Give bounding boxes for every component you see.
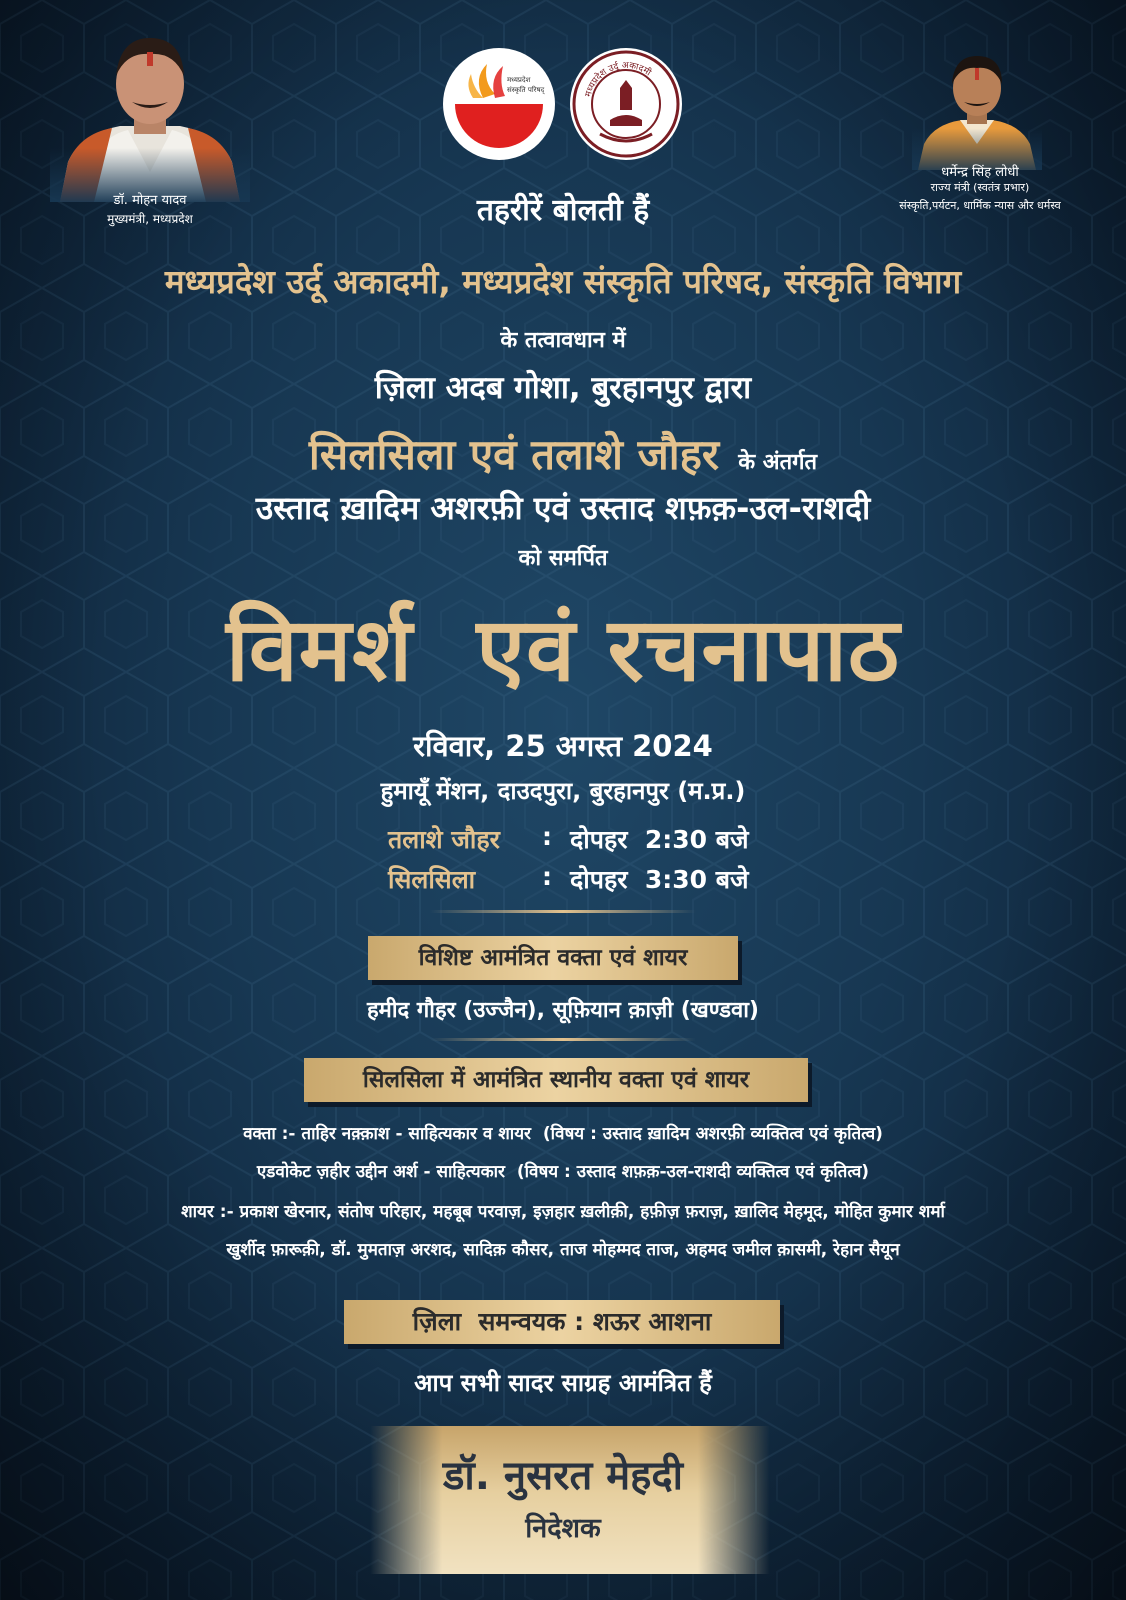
- special-guests: हमीद गौहर (उज्जैन), सूफ़ियान क़ाज़ी (खण्डवा): [367, 998, 759, 1023]
- series-names: सिलसिला एवं तलाशे जौहर: [308, 430, 720, 479]
- dedicated-names: उस्ताद ख़ादिम अशरफ़ी एवं उस्ताद शफ़क़-उल-राशदी: [255, 489, 871, 527]
- schedule-row-1: [380, 822, 780, 858]
- svg-text:मध्यप्रदेश उर्दू अकादमी: [584, 59, 654, 98]
- urdu-academy-logo: [570, 48, 682, 160]
- host: ज़िला अदब गोशा, बुरहानपुर द्वारा: [374, 370, 752, 406]
- divider: [430, 910, 696, 913]
- speaker-line: एडवोकेट ज़हीर उद्दीन अर्श - साहित्यकार (विषय : उस्ताद शफ़क़-उल-राशदी व्यक्तित्व एवं कृतित्व): [256, 1162, 870, 1182]
- tagline: तहरीरें बोलती हैं: [476, 193, 650, 228]
- schedule-time: दोपहर 2:30 बजे: [570, 825, 749, 854]
- poets-line: शायर :- प्रकाश खेरनार, संतोष परिहार, महबूब परवाज़, इज़हार ख़लीक़ी, हफ़ीज़ फ़राज़, ख़ालिद मेहमूद, मोहित कुमार शर्मा: [181, 1202, 945, 1222]
- chief-minister-photo: [50, 22, 250, 202]
- poets-line: खुर्शीद फ़ारूक़ी, डॉ. मुमताज़ अरशद, सादिक़ कौसर, ताज मोहम्मद ताज, अहमद जमील क़ासमी, रेहान सैयून: [226, 1240, 900, 1260]
- dedicated-label: को समर्पित: [518, 546, 608, 571]
- chief-minister-title: मुख्यमंत्री, मध्यप्रदेश: [107, 212, 193, 226]
- schedule-name: तलाशे जौहर: [388, 825, 500, 854]
- speaker-line: वक्ता :- ताहिर नक़्क़ाश - साहित्यकार व शायर (विषय : उस्ताद ख़ादिम अशरफ़ी व्यक्तित्व एवं कृतित्व): [243, 1124, 883, 1144]
- logo-ring-text: मध्यप्रदेश उर्दू अकादमी: [583, 60, 653, 99]
- series-line: [0, 425, 1126, 482]
- state-minister-portfolio: संस्कृति,पर्यटन, धार्मिक न्यास और धर्मस्व: [899, 199, 1061, 212]
- state-minister-title: राज्य मंत्री (स्वतंत्र प्रभार): [930, 181, 1030, 194]
- schedule-name: सिलसिला: [388, 865, 476, 894]
- director-title: निदेशक: [525, 1513, 601, 1544]
- schedule-colon: :: [542, 822, 552, 851]
- event-title: विमर्श एवं रचनापाठ: [225, 598, 901, 701]
- event-venue: हुमायूँ मेंशन, दाउदपुरा, बुरहानपुर (म.प्र.): [380, 777, 746, 805]
- state-minister-name: धर्मेन्द्र सिंह लोधी: [941, 165, 1019, 180]
- special-guests-banner: विशिष्ट आमंत्रित वक्ता एवं शायर: [368, 936, 738, 980]
- organizers: मध्यप्रदेश उर्दू अकादमी, मध्यप्रदेश संस्कृति परिषद, संस्कृति विभाग: [164, 262, 962, 301]
- local-speakers-banner: सिलसिला में आमंत्रित स्थानीय वक्ता एवं शायर: [304, 1058, 808, 1102]
- invitation-note: आप सभी सादर साग्रह आमंत्रित हैं: [414, 1369, 712, 1397]
- logo-text-line2: संस्कृति परिषद्: [507, 86, 545, 94]
- logo-text-line1: मध्यप्रदेश: [507, 76, 531, 84]
- divider: [430, 1038, 696, 1041]
- sanskriti-parishad-logo: [443, 48, 555, 160]
- state-minister-photo: [912, 40, 1042, 170]
- schedule-time: दोपहर 3:30 बजे: [570, 865, 749, 894]
- auspices: के तत्वावधान में: [500, 328, 626, 353]
- schedule-row-2: [380, 862, 780, 898]
- coordinator-banner: ज़िला समन्वयक : शऊर आशना: [344, 1300, 780, 1344]
- event-date: रविवार, 25 अगस्त 2024: [413, 729, 713, 763]
- schedule-colon: :: [542, 862, 552, 891]
- director-name: डॉ. नुसरत मेहदी: [443, 1453, 683, 1499]
- chief-minister-name: डॉ. मोहन यादव: [113, 193, 187, 208]
- series-suffix: के अंतर्गत: [738, 450, 818, 475]
